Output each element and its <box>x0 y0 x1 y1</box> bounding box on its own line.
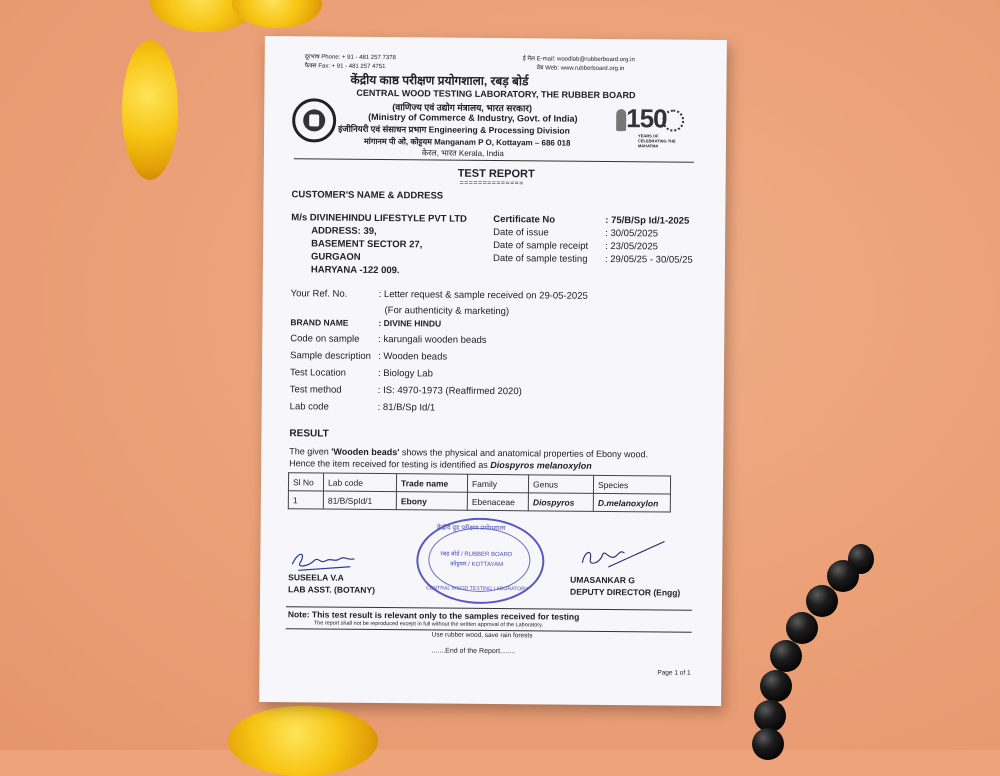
header-lab-code: Lab code <box>323 473 396 492</box>
slogan-text: Use rubber wood, save rain forests <box>431 631 533 640</box>
bead <box>770 640 802 672</box>
rubber-board-emblem <box>292 98 336 142</box>
lab-title-english: CENTRAL WOOD TESTING LABORATORY, THE RUBBER BOARD <box>356 87 636 101</box>
bead <box>760 670 792 702</box>
logo-number: 150 <box>626 103 667 134</box>
bead <box>786 612 818 644</box>
brand-value: : DIVINE HINDU <box>378 317 442 329</box>
header-trade-name: Trade name <box>396 474 467 493</box>
ref-label: Your Ref. No. <box>290 288 348 300</box>
laboratory-stamp <box>416 517 545 604</box>
charkha-wheel-icon <box>662 109 684 131</box>
fax-text: फैक्स Fax: + 91 - 481 257 4751 <box>304 63 386 71</box>
gandhi-150-logo <box>616 103 690 149</box>
signatory-left-title: LAB ASST. (BOTANY) <box>288 584 376 595</box>
cell-lab-code: 81/B/SpId/1 <box>323 491 396 510</box>
report-title: TEST REPORT <box>457 167 535 181</box>
signatory-left-name: SUSEELA V.A <box>288 572 344 583</box>
note-text: Note: This test result is relevant only to the samples received for testing <box>287 609 580 622</box>
stamp-bottom-text: CENTRAL WOOD TESTING LABORATORY <box>426 585 529 593</box>
method-value: : IS: 4970-1973 (Reaffirmed 2020) <box>377 384 522 398</box>
division-text: इंजीनियरी एवं संसाधन प्रभाग Engineering & Processing Division <box>338 123 570 136</box>
lab-code-value: : 81/B/Sp Id/1 <box>377 401 436 414</box>
header-genus: Genus <box>528 475 593 494</box>
gandhi-figure-icon <box>616 109 626 131</box>
customer-heading: CUSTOMER'S NAME & ADDRESS <box>291 189 444 202</box>
result-line-2: Hence the item received for testing is identified as Diospyros melanoxylon <box>289 458 592 471</box>
ministry-hindi: (वाणिज्य एवं उद्योग मंत्रालय, भारत सरकार) <box>392 102 533 114</box>
signatory-right-name: UMASANKAR G <box>570 574 635 586</box>
bead <box>827 560 859 592</box>
header-family: Family <box>467 474 528 493</box>
address-line-2: केरल, भारत Kerala, India <box>421 148 504 159</box>
logo-caption: YEARS OF CELEBRATING THE MAHATMA <box>637 133 676 149</box>
location-label: Test Location <box>289 367 347 379</box>
signatory-right-title: DEPUTY DIRECTOR (Engg) <box>570 586 681 598</box>
lab-code-label: Lab code <box>289 401 329 413</box>
issue-date-value: : 30/05/2025 <box>605 227 659 240</box>
email-text: ई मेल E-mail: woodlab@rubberboard.org.in <box>522 56 635 64</box>
marigold-flower-bottom <box>228 706 378 776</box>
address-line-1: मांगानम पी ओ, कोट्टयम Manganam P O, Kottayam – 686 018 <box>363 136 571 148</box>
marigold-flower-left <box>122 40 178 180</box>
end-of-report: .......End of the Report........ <box>431 647 516 656</box>
stamp-middle-text-1: रबड़ बोर्ड / RUBBER BOARD <box>440 551 513 559</box>
stamp-top-text: केंद्रीय वुड परीक्षण प्रयोगशाला <box>436 524 506 533</box>
test-report-document <box>259 36 727 706</box>
certificate-label: Certificate No <box>493 213 556 226</box>
result-heading: RESULT <box>289 428 329 440</box>
customer-line: ADDRESS: 39, <box>311 225 377 237</box>
customer-line: M/s DIVINEHINDU LIFESTYLE PVT LTD <box>291 212 467 225</box>
testing-date-value: : 29/05/25 - 30/05/25 <box>604 253 693 266</box>
code-label: Code on sample <box>290 333 360 345</box>
table-row <box>288 491 670 512</box>
code-value: : karungali wooden beads <box>378 333 487 346</box>
signature-left <box>288 546 358 575</box>
cell-genus: Diospyros <box>528 493 593 512</box>
page-number: Page 1 of 1 <box>657 669 691 677</box>
cell-sl-no: 1 <box>288 491 323 509</box>
header-sl-no: Sl No <box>288 473 323 491</box>
testing-date-label: Date of sample testing <box>492 252 588 265</box>
web-text: वेब Web: www.rubberboard.org.in <box>536 65 625 73</box>
method-label: Test method <box>289 384 342 396</box>
cell-species: D.melanoxylon <box>593 493 670 512</box>
report-title-underline: ============== <box>459 179 524 188</box>
ref-note: (For authenticity & marketing) <box>384 305 510 318</box>
result-table <box>288 472 671 512</box>
description-label: Sample description <box>290 350 371 362</box>
cell-trade-name: Ebony <box>396 492 467 511</box>
note-small-text: The report shall not be reproduced except in full without the written approval of the Laboratory. <box>313 620 544 629</box>
issue-date-label: Date of issue <box>493 226 549 239</box>
lab-title-hindi: केंद्रीय काष्ठ परीक्षण प्रयोगशाला, रबड़ बोर्ड <box>350 72 529 89</box>
ministry-english: (Ministry of Commerce & Industry, Govt. of India) <box>368 111 578 124</box>
bead <box>752 728 784 760</box>
stamp-middle-text-2: कोट्टयम / KOTTAYAM <box>450 561 504 569</box>
receipt-date-label: Date of sample receipt <box>493 239 589 252</box>
ref-value: : Letter request & sample received on 29-05-2025 <box>378 288 588 302</box>
bead <box>806 585 838 617</box>
customer-line: BASEMENT SECTOR 27, <box>311 238 423 251</box>
customer-line: GURGAON <box>310 251 361 263</box>
receipt-date-value: : 23/05/2025 <box>605 240 658 253</box>
phone-text: दूरभाष Phone: + 91 - 481 257 7378 <box>304 54 396 62</box>
signature-right <box>578 537 668 572</box>
brand-label: BRAND NAME <box>290 317 349 328</box>
description-value: : Wooden beads <box>378 350 448 363</box>
header-species: Species <box>593 475 670 494</box>
cell-family: Ebenaceae <box>467 492 528 511</box>
location-value: : Biology Lab <box>377 367 433 380</box>
certificate-value: : 75/B/Sp Id/1-2025 <box>605 214 690 227</box>
customer-line: HARYANA -122 009. <box>310 264 400 277</box>
result-line-1: The given 'Wooden beads' shows the physical and anatomical properties of Ebony wood. <box>289 446 649 460</box>
